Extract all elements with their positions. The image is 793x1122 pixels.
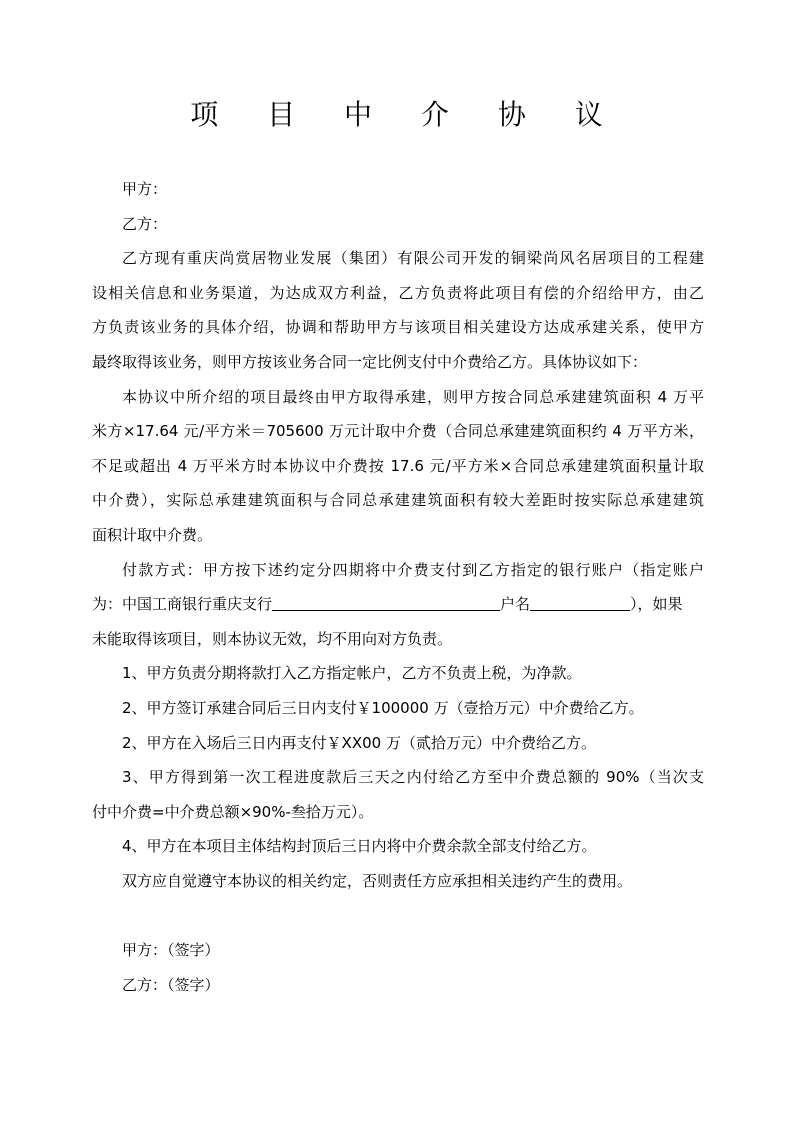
- signature-b: 乙方：（签字）: [122, 975, 220, 994]
- bank-label: 为：中国工商银行重庆支行: [92, 595, 273, 614]
- signature-a: 甲方：（签字）: [122, 941, 220, 960]
- party-a-label: 甲方：: [122, 180, 168, 198]
- spacer: [92, 898, 704, 933]
- list-item: 3、甲方得到第一次工程进度款后三天之内付给乙方至中介费总额的 90%（当次支: [122, 768, 704, 787]
- payment-suffix: ），如果: [630, 595, 683, 614]
- document-body: [92, 172, 704, 1002]
- paragraph-line: 乙方现有重庆尚赏居物业发展（集团）有限公司开发的铜梁尚风名居项目的工程建: [122, 249, 704, 268]
- paragraph-line: 方负责该业务的具体介绍，协调和帮助甲方与该项目相关建设方达成承建关系，使甲方: [92, 318, 704, 337]
- list-item: 2、甲方在入场后三日内再支付￥XX00 万（贰拾万元）中介费给乙方。: [122, 733, 596, 752]
- payment-line: 未能取得该项目，则本协议无效，均不用向对方负责。: [92, 629, 453, 648]
- paragraph-line: 中介费），实际总承建建筑面积与合同总承建建筑面积有较大差距时按实际总承建建筑: [92, 491, 704, 510]
- payment-line: 付款方式：甲方按下述约定分四期将中介费支付到乙方指定的银行账户（指定账户: [122, 560, 704, 579]
- paragraph-line: 本协议中所介绍的项目最终由甲方取得承建，则甲方按合同总承建建筑面积 4 万平: [122, 387, 704, 406]
- list-item-continuation: 付中介费=中介费总额×90%-叁拾万元）。: [92, 802, 374, 821]
- list-item: 4、甲方在本项目主体结构封顶后三日内将中介费余款全部支付给乙方。: [122, 837, 597, 856]
- account-name-blank[interactable]: [530, 594, 630, 611]
- paragraph-line: 面积计取中介费。: [92, 525, 213, 544]
- paragraph-line: 不足或超出 4 万平米方时本协议中介费按 17.6 元/平方米×合同总承建建筑面积量计取: [92, 456, 704, 475]
- closing-statement: 双方应自觉遵守本协议的相关约定，否则责任方应承担相关违约产生的费用。: [122, 871, 633, 890]
- paragraph-line: 米方×17.64 元/平方米＝705600 万元计取中介费（合同总承建建筑面积约 4 万平方米，: [92, 422, 704, 441]
- party-b-label: 乙方：: [122, 214, 168, 233]
- bank-account-blank[interactable]: [272, 594, 500, 611]
- paragraph-line: 设相关信息和业务渠道，为达成双方利益，乙方负责将此项目有偿的介绍给甲方，由乙: [92, 283, 704, 302]
- paragraph-line: 最终取得该业务，则甲方按该业务合同一定比例支付中介费给乙方。具体协议如下：: [92, 352, 648, 371]
- payment-account-line: [92, 587, 704, 622]
- account-name-label: 户名: [500, 595, 531, 614]
- list-item: 1、甲方负责分期将款打入乙方指定帐户，乙方不负责上税，为净款。: [122, 664, 582, 683]
- document-title: 项 目 中 介 协 议: [190, 98, 623, 131]
- list-item: 2、甲方签订承建合同后三日内支付￥100000 万（壹拾万元）中介费给乙方。: [122, 698, 644, 717]
